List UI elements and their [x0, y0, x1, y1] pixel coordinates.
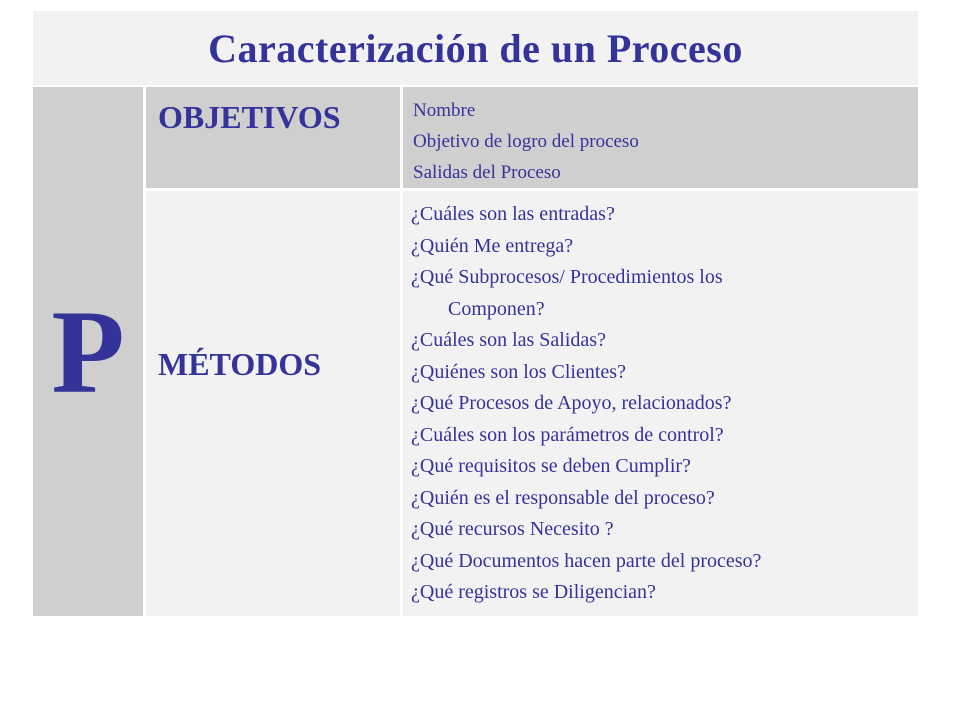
- objetivos-item: Objetivo de logro del proceso: [413, 131, 639, 152]
- metodos-item: ¿Quiénes son los Clientes?: [411, 360, 626, 383]
- metodos-item: ¿Qué Subprocesos/ Procedimientos los: [411, 266, 723, 288]
- title-cell: [33, 11, 918, 85]
- metodos-item: ¿Quién es el responsable del proceso?: [411, 486, 715, 509]
- objetivos-label-cell: [146, 87, 400, 188]
- metodos-item-continuation: Componen?: [448, 297, 545, 320]
- metodos-label-cell: [146, 191, 400, 616]
- page-title: Caracterización de un Proceso: [208, 25, 743, 71]
- metodos-item: ¿Qué recursos Necesito ?: [411, 518, 614, 540]
- objetivos-content-cell: [403, 87, 918, 188]
- metodos-item: ¿Qué registros se Diligencian?: [411, 581, 656, 603]
- objetivos-item: Salidas del Proceso: [413, 162, 561, 183]
- objetivos-label: OBJETIVOS: [158, 99, 341, 135]
- metodos-list: [411, 199, 761, 609]
- metodos-item: ¿Qué requisitos se deben Cumplir?: [411, 455, 691, 477]
- objetivos-item: Nombre: [413, 100, 476, 121]
- phase-letter: P: [51, 284, 125, 418]
- objetivos-list: [413, 95, 639, 188]
- metodos-item: ¿Cuáles son los parámetros de control?: [411, 423, 724, 446]
- metodos-content-cell: [403, 191, 918, 616]
- phase-cell: [33, 87, 143, 616]
- metodos-label: MÉTODOS: [158, 346, 321, 382]
- metodos-item: ¿Cuáles son las entradas?: [411, 203, 615, 225]
- metodos-item: ¿Cuáles son las Salidas?: [411, 329, 606, 351]
- metodos-item: ¿Quién Me entrega?: [411, 234, 574, 257]
- metodos-item: ¿Qué Documentos hacen parte del proceso?: [411, 549, 762, 572]
- metodos-item: ¿Qué Procesos de Apoyo, relacionados?: [411, 392, 732, 414]
